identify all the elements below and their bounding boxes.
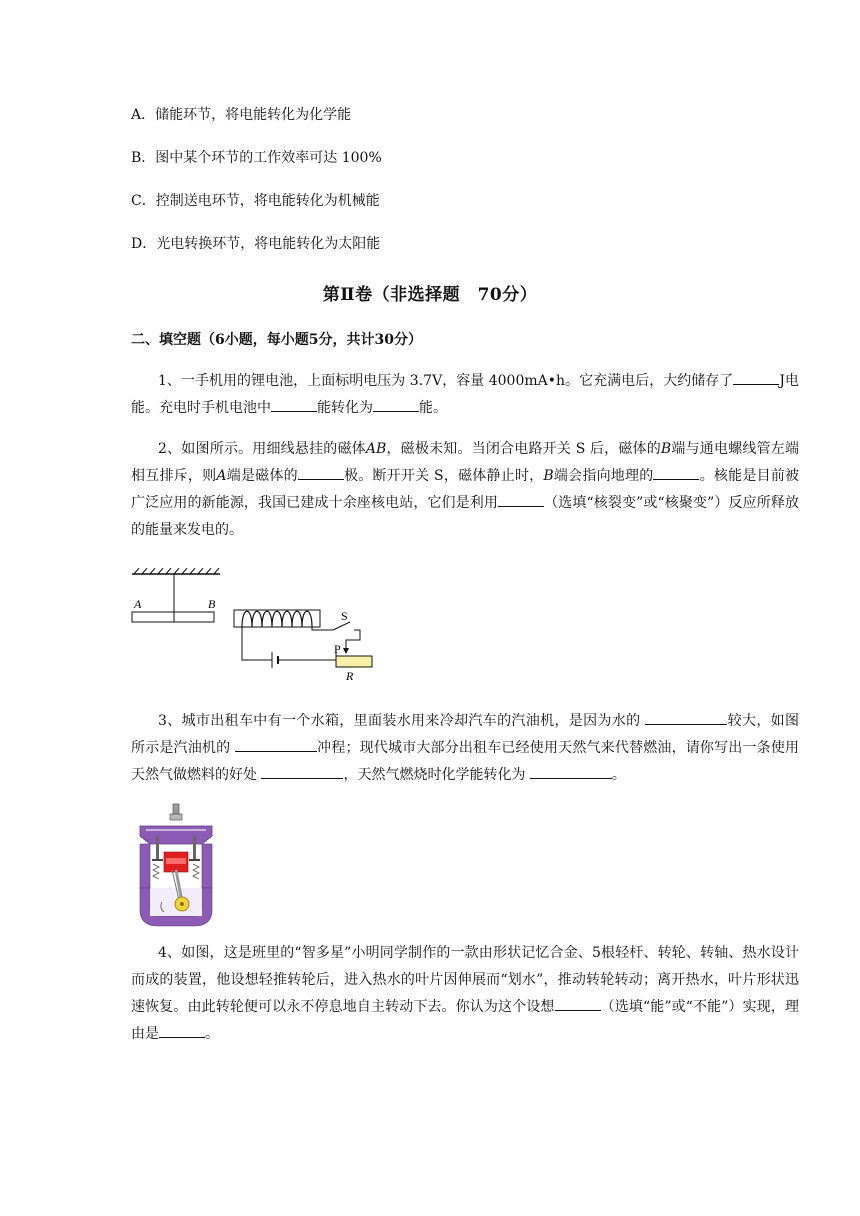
question-2: 2、如图所示。用细线悬挂的磁体AB，磁极未知。当闭合电路开关 S 后，磁体的B端与通电螺线管左端相互排斥，则A端是磁体的 极。断开开关 S，磁体静止时，B端会指向地理的 。核能是目前被广泛应用的新能源，我国已建成十余座核电站，它们是利用 （选填“核裂变”或“核聚变”）反应所释放的能量来发电的。	[131, 441, 800, 538]
option-b: B．图中某个环节的工作效率可达 100%	[131, 150, 382, 166]
answer-blank	[261, 764, 343, 779]
answer-blank	[733, 370, 779, 385]
answer-blank	[159, 1023, 205, 1038]
label-b: B	[208, 597, 216, 611]
answer-blank	[298, 465, 344, 480]
section-title: 二、填空题（6小题，每小题5分，共计30分）	[131, 332, 422, 348]
question-4: 4、如图，这是班里的“智多星”小明同学制作的一款由形状记忆合金、5根轻杆、转轮、转轴、热水设计而成的装置，他设想轻推转轮后，进入热水的叶片因伸展而“划水”，推动转轮转动；离开热水，叶片形状迅速恢复。由此转轮便可以永不停息地自主转动下去。你认为这个设想 （选填“能”或“不能”）实现，理由是 。	[131, 945, 799, 1042]
answer-blank	[235, 737, 317, 752]
label-p: P	[334, 642, 341, 656]
label-a: A	[134, 597, 142, 611]
question-3: 3、城市出租车中有一个水箱，里面装水用来冷却汽车的汽油机，是因为水的 较大，如图所示是汽油机的 冲程；现代城市大部分出租车已经使用天然气来代替燃油，请你写出一条使用天然气做燃料的好处 ，天然气燃烧时化学能转化为 。	[131, 708, 799, 789]
answer-blank	[653, 465, 699, 480]
answer-blank	[271, 397, 317, 412]
label-s: S	[341, 609, 348, 623]
question-1: 1、一手机用的锂电池，上面标明电压为 3.7V，容量 4000mA•h。它充满电后，大约储存了 J电能。充电时手机电池中 能转化为 能。	[131, 368, 799, 422]
answer-blank	[645, 710, 727, 725]
answer-blank	[498, 492, 544, 507]
option-d: D．光电转换环节，将电能转化为太阳能	[131, 236, 381, 252]
option-a: A．储能环节，将电能转化为化学能	[131, 107, 352, 123]
option-c: C．控制送电环节，将电能转化为机械能	[131, 193, 380, 209]
magnet-solenoid-figure	[128, 568, 378, 684]
part-title: 第Ⅱ卷（非选择题 70分）	[322, 285, 538, 305]
label-r: R	[346, 669, 354, 683]
answer-blank	[555, 996, 601, 1011]
engine-cylinder-figure	[136, 802, 216, 930]
answer-blank	[530, 764, 612, 779]
answer-blank	[373, 397, 419, 412]
